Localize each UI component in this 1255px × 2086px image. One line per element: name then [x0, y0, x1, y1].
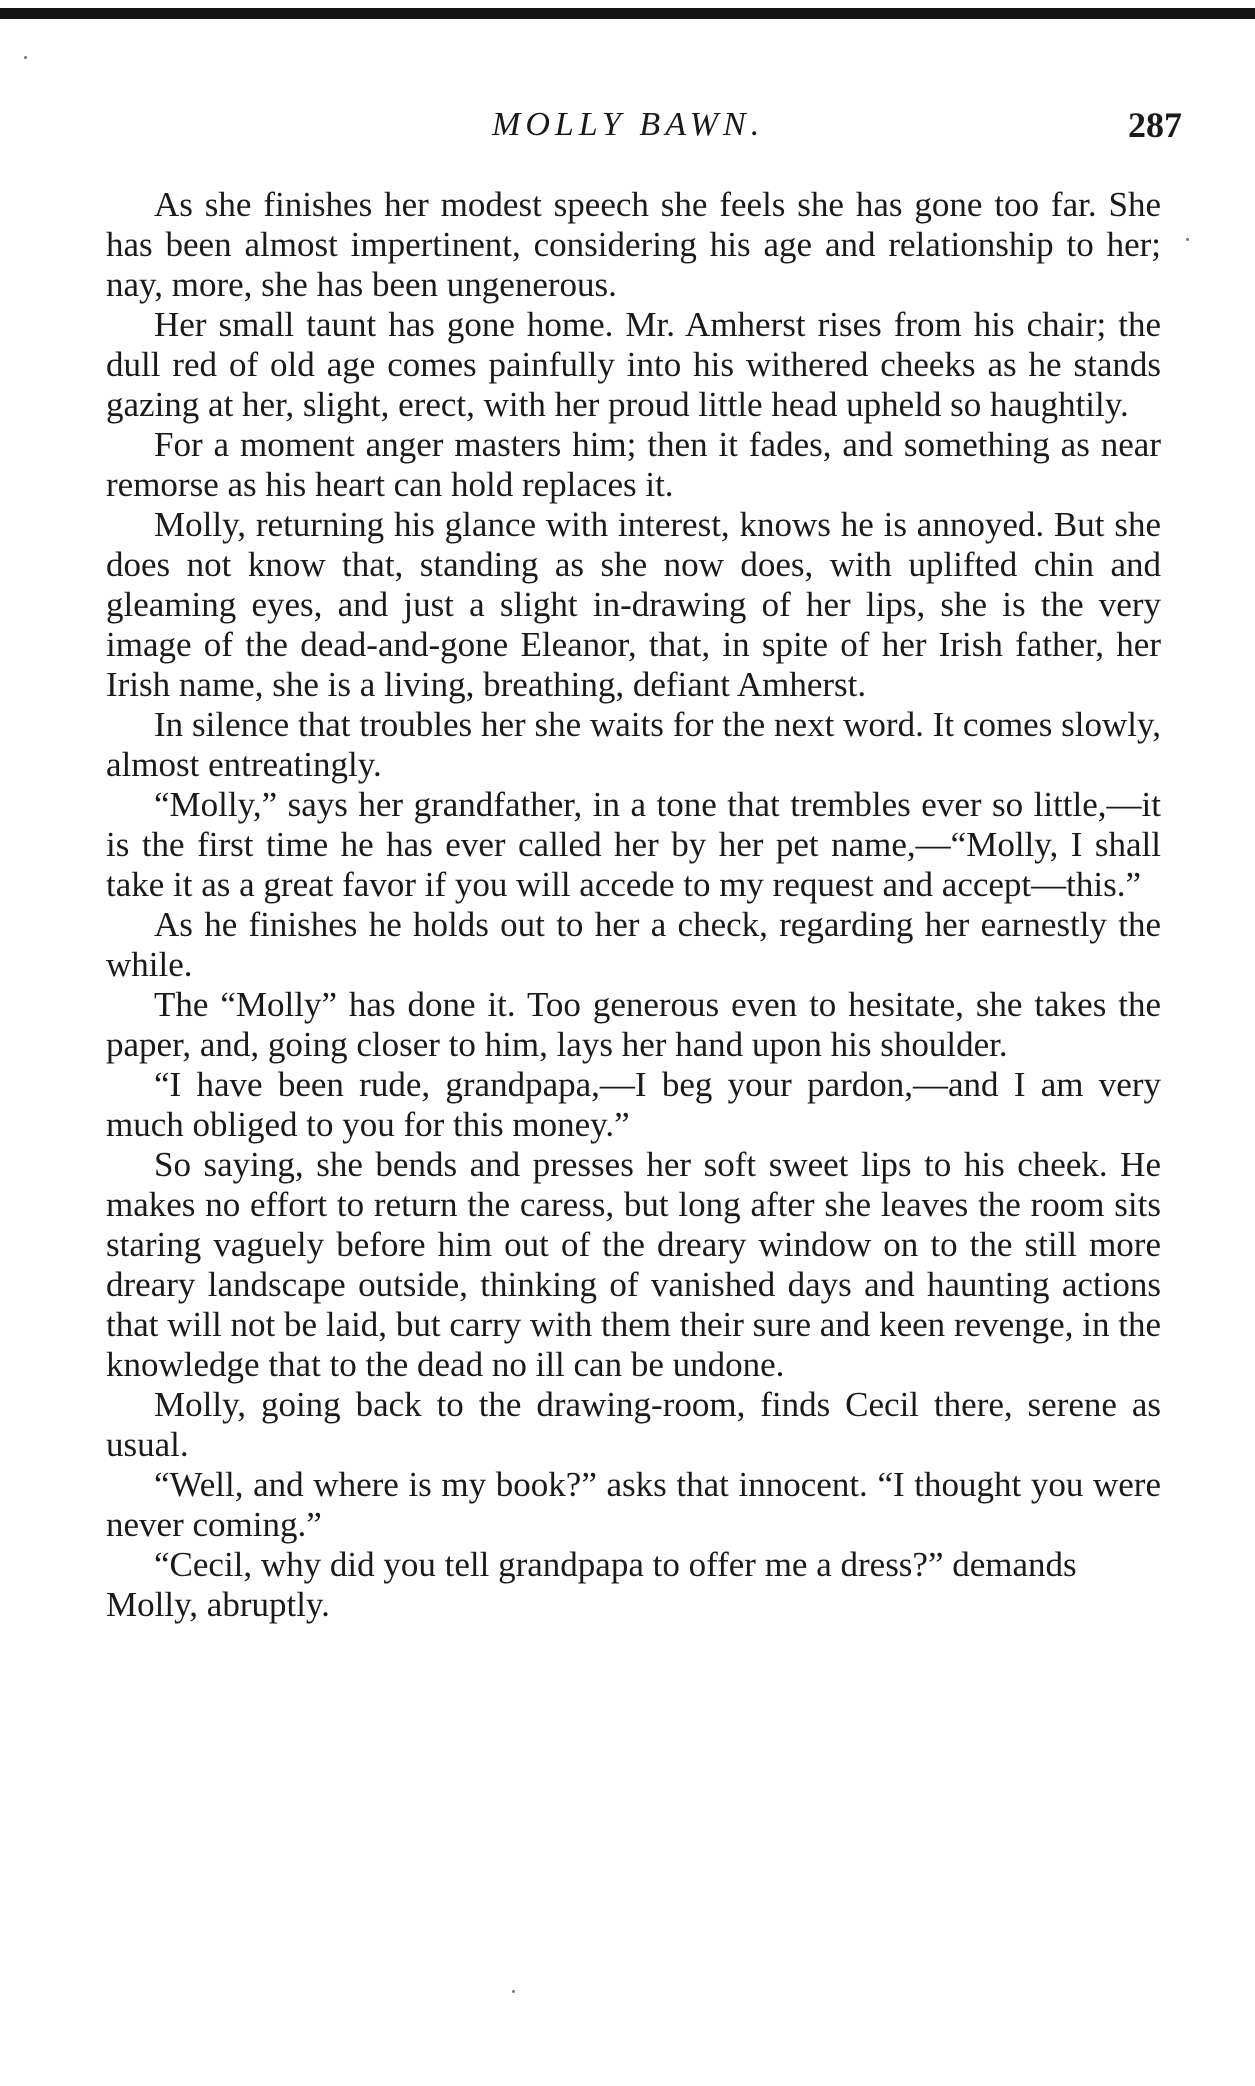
paragraph-8: The “Molly” has done it. Too generous even to hesitate, she takes the paper, and, going closer to him, lays her hand upon his shoulder. — [106, 985, 1161, 1064]
paragraph-11: Molly, going back to the drawing-room, finds Cecil there, serene as usual. — [106, 1385, 1161, 1464]
page-header — [0, 100, 1255, 150]
body-text — [106, 185, 1161, 1625]
paragraph-12: “Well, and where is my book?” asks that innocent. “I thought you were never coming.” — [106, 1465, 1161, 1544]
paragraph-7: As he finishes he holds out to her a check, regarding her earnestly the while. — [106, 905, 1161, 984]
paragraph-9: “I have been rude, grandpapa,—I beg your pardon,—and I am very much obliged to you for this money.” — [106, 1065, 1161, 1144]
paper-speck — [24, 56, 27, 59]
paper-speck — [512, 1990, 515, 1993]
paragraph-5: In silence that troubles her she waits for the next word. It comes slowly, almost entreatingly. — [106, 705, 1161, 784]
paragraph-3: For a moment anger masters him; then it fades, and something as near remorse as his heart can hold replaces it. — [106, 425, 1161, 504]
paragraph-6: “Molly,” says her grandfather, in a tone that trembles ever so little,—it is the first time he has ever called her by her pet name,—“Molly, I shall take it as a great favor if you will accede to my request and accept—this.” — [106, 785, 1161, 904]
paper-speck — [1186, 238, 1189, 241]
paragraph-2: Her small taunt has gone home. Mr. Amherst rises from his chair; the dull red of old age comes painfully into his withered cheeks as he stands gazing at her, slight, erect, with her proud little head upheld so haughtily. — [106, 305, 1161, 424]
paragraph-4: Molly, returning his glance with interest, knows he is annoyed. But she does not know that, standing as she now does, with uplifted chin and gleaming eyes, and just a slight in-drawing of her lips, she is the very image of the dead-and-gone Eleanor, that, in spite of her Irish father, her Irish name, she is a living, breathing, defiant Amherst. — [106, 505, 1161, 704]
top-border-rule — [0, 8, 1255, 19]
paragraph-1: As she finishes her modest speech she feels she has gone too far. She has been almost impertinent, considering his age and relationship to her; nay, more, she has been ungenerous. — [106, 185, 1161, 304]
paragraph-13: “Cecil, why did you tell grandpapa to offer me a dress?” demands Molly, abruptly. — [106, 1545, 1077, 1624]
page-number: 287 — [1128, 105, 1182, 145]
running-title: MOLLY BAWN. — [492, 106, 765, 143]
paragraph-10: So saying, she bends and presses her soft sweet lips to his cheek. He makes no effort to return the caress, but long after she leaves the room sits staring vaguely before him out of the dreary window on to the still more dreary landscape outside, thinking of vanished days and haunting actions that will not be laid, but carry with them their sure and keen revenge, in the knowledge that to the dead no ill can be undone. — [106, 1145, 1161, 1384]
